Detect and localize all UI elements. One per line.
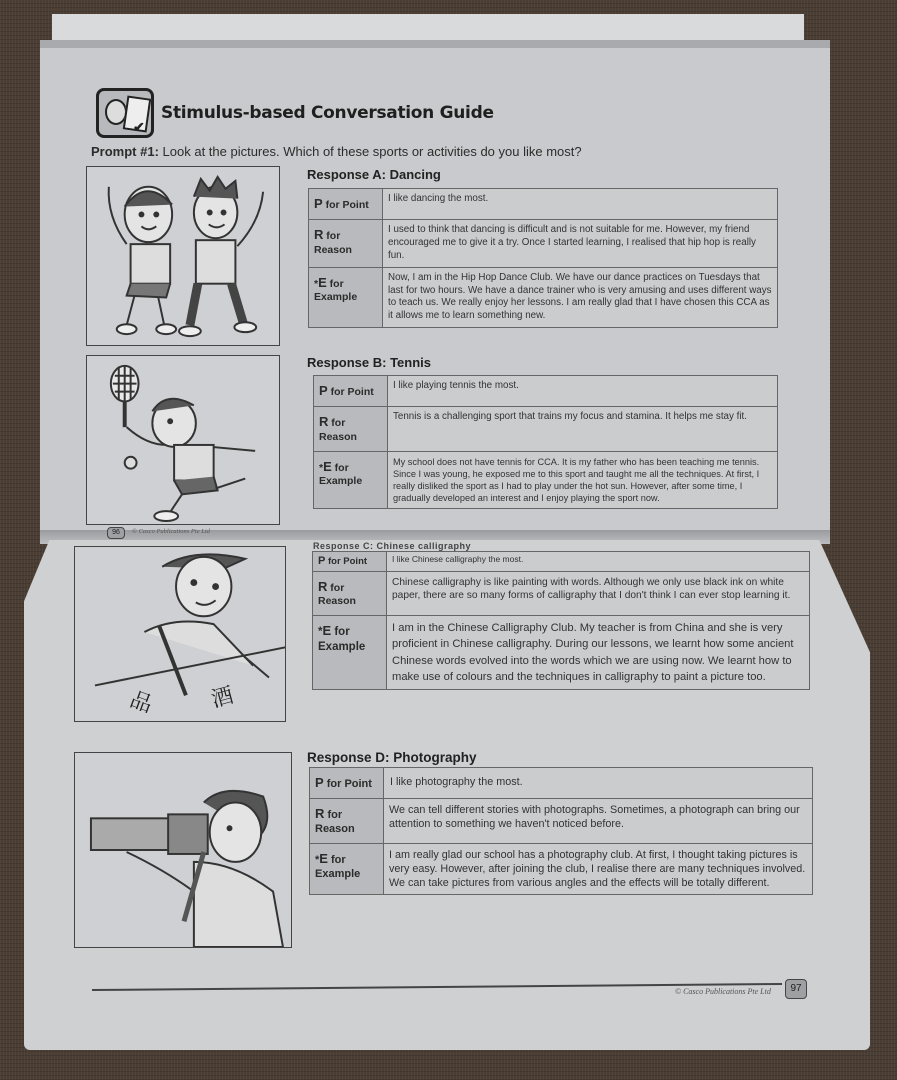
photography-illustration bbox=[74, 752, 292, 948]
prompt bbox=[91, 144, 582, 159]
publisher-credit-97: © Casco Publications Pte Ltd bbox=[675, 987, 771, 996]
reason-text: We can tell different stories with photographs. Sometimes, a photograph can bring our attention to something we haven't noticed before. bbox=[384, 798, 813, 843]
dancing-illustration bbox=[86, 166, 280, 346]
svg-text:品: 品 bbox=[126, 686, 156, 718]
svg-text:酒: 酒 bbox=[208, 682, 236, 712]
example-label: *E for Example bbox=[310, 843, 384, 895]
response-d-title: Response D: Photography bbox=[307, 750, 477, 765]
response-d-table bbox=[309, 767, 813, 895]
reason-text: I used to think that dancing is difficult and is not suitable for me. However, my friend encouraged me to give it a try. Once I started learning, I realised that hip hop is really fun. bbox=[383, 219, 778, 267]
table-row-point bbox=[310, 768, 813, 799]
table-row-reason bbox=[313, 571, 810, 616]
dancing-children-icon bbox=[87, 167, 279, 345]
page-number-badge-97: 97 bbox=[785, 979, 807, 999]
response-c-table bbox=[312, 551, 810, 690]
reason-text: Chinese calligraphy is like painting with words. Although we only use black ink on white paper, there are so many forms of calligraphy that I don't think I can ever stop learning it. bbox=[387, 571, 810, 616]
table-row-reason bbox=[314, 406, 778, 451]
table-row-point bbox=[313, 552, 810, 572]
reason-label: R for Reason bbox=[310, 798, 384, 843]
example-text: I am really glad our school has a photography club. At first, I thought taking pictures is very easy. However, after joining the club, I realise there are many techniques involved. We can take pictures from various angles and the effects will be totally different. bbox=[384, 843, 813, 895]
prompt-label: Prompt #1: bbox=[91, 144, 159, 159]
table-row-reason bbox=[309, 219, 778, 267]
response-b-title: Response B: Tennis bbox=[307, 355, 432, 370]
table-row-reason bbox=[310, 798, 813, 843]
table-row-point bbox=[309, 189, 778, 220]
page-title: Stimulus-based Conversation Guide bbox=[161, 103, 494, 123]
point-label: P for Point bbox=[310, 768, 384, 799]
table-row-example bbox=[314, 451, 778, 509]
prompt-text: Look at the pictures. Which of these sports or activities do you like most? bbox=[162, 144, 582, 159]
table-row-example bbox=[313, 616, 810, 690]
page-number-badge-96: 96 bbox=[107, 527, 125, 539]
example-text: Now, I am in the Hip Hop Dance Club. We have our dance practices on Tuesdays that last for two hours. We have a dance trainer who is very amusing and uses different ways to teach us. We really enjoy her lessons. I am really glad that I have chosen this CCA as it allows me to learn something new. bbox=[383, 267, 778, 328]
example-label: *E for Example bbox=[309, 267, 383, 328]
point-text: I like playing tennis the most. bbox=[388, 376, 778, 407]
calligraphy-boy-icon bbox=[75, 547, 285, 721]
response-a-table bbox=[308, 188, 778, 328]
point-label: P for Point bbox=[313, 552, 387, 572]
response-a-title: Response A: Dancing bbox=[307, 167, 441, 182]
checklist-icon: ✔ bbox=[96, 88, 154, 138]
point-text: I like dancing the most. bbox=[383, 189, 778, 220]
photographer-icon bbox=[75, 753, 291, 947]
reason-label: R for Reason bbox=[309, 219, 383, 267]
table-row-point bbox=[314, 376, 778, 407]
point-text: I like photography the most. bbox=[384, 768, 813, 799]
example-label: *E for Example bbox=[314, 451, 388, 509]
point-label: P for Point bbox=[314, 376, 388, 407]
reason-label: R for Reason bbox=[314, 406, 388, 451]
table-row-example bbox=[310, 843, 813, 895]
calligraphy-illustration bbox=[74, 546, 286, 722]
table-row-example bbox=[309, 267, 778, 328]
response-c-title: Response C: Chinese calligraphy bbox=[313, 541, 472, 551]
tennis-illustration bbox=[86, 355, 280, 525]
point-text: I like Chinese calligraphy the most. bbox=[387, 552, 810, 572]
example-label: *E for Example bbox=[313, 616, 387, 690]
reason-label: R for Reason bbox=[313, 571, 387, 616]
example-text: I am in the Chinese Calligraphy Club. My teacher is from China and she is very proficient in Chinese calligraphy. During our lessons, we learnt how some ancient Chinese words evolved into the words which we are using now. We learnt how to make use of colours and the techniques in calligraphy to paint a picture too. bbox=[387, 616, 810, 690]
publisher-credit-96: © Casco Publications Pte Ltd bbox=[132, 528, 210, 535]
tennis-player-icon bbox=[87, 356, 279, 524]
response-b-table bbox=[313, 375, 778, 509]
point-label: P for Point bbox=[309, 189, 383, 220]
reason-text: Tennis is a challenging sport that trains my focus and stamina. It helps me stay fit. bbox=[388, 406, 778, 451]
example-text: My school does not have tennis for CCA. It is my father who has been teaching me tennis. Since I was young, he exposed me to this sport and taught me all the techniques. At first, I really disliked the sport as I had to play under the hot sun. However, after some time, I gradually developed an interest and I enjoy playing the sport now. bbox=[388, 451, 778, 509]
